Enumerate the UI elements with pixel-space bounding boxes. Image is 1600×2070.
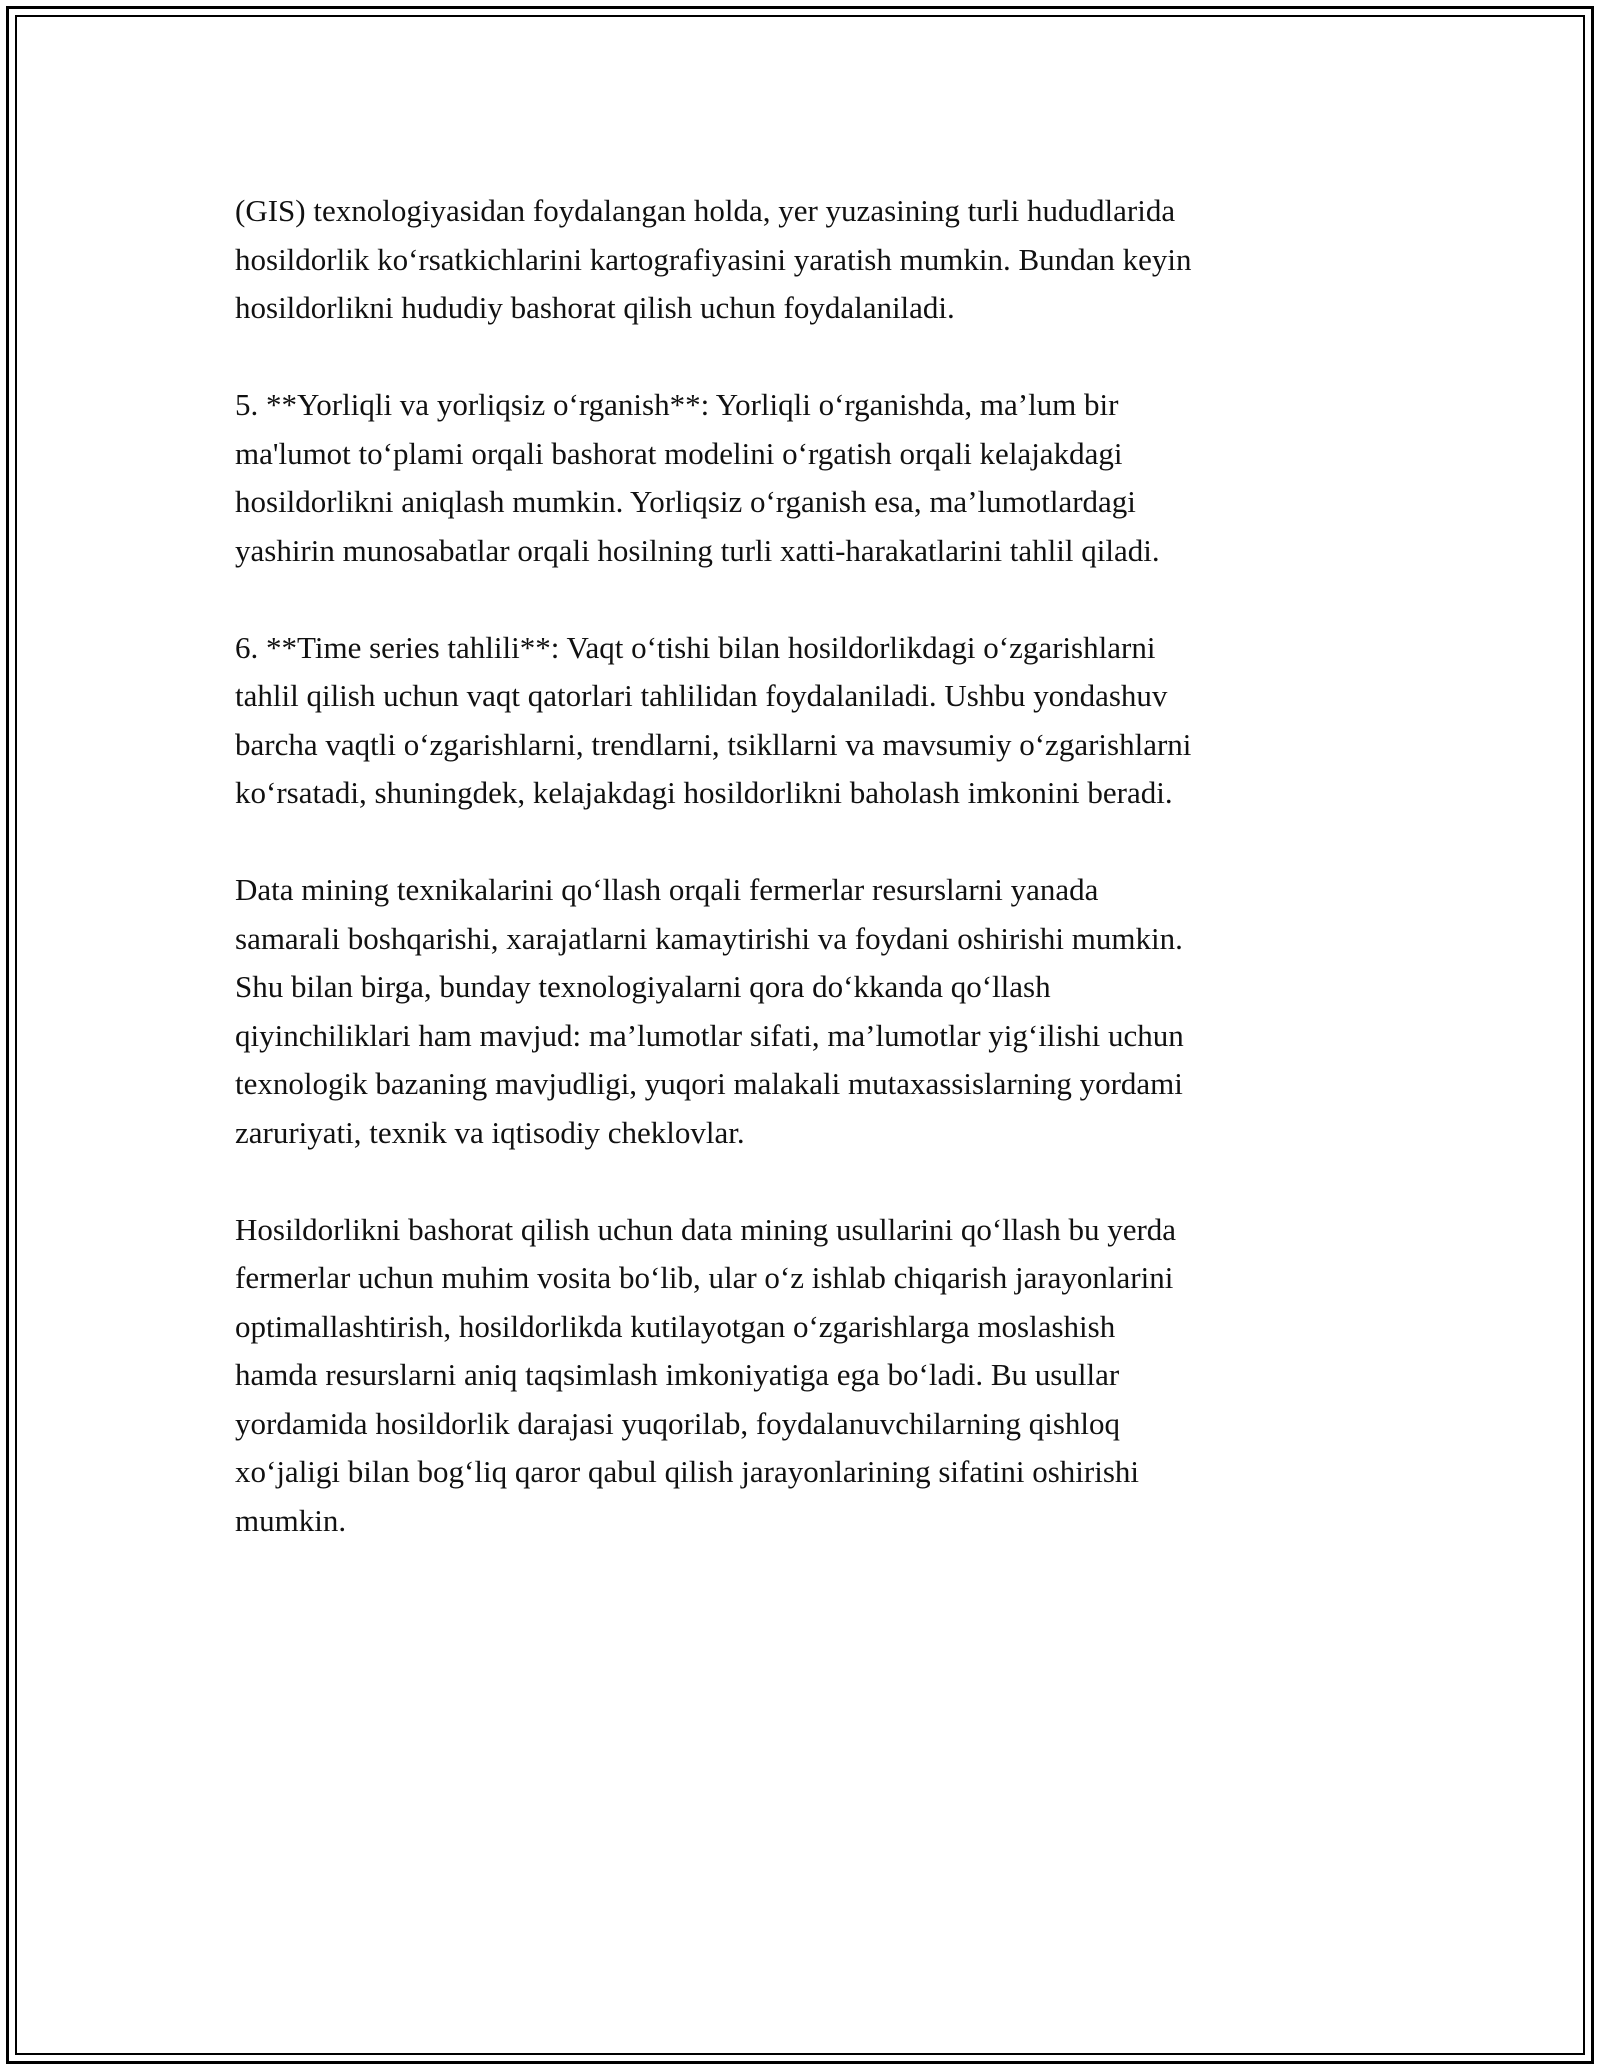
paragraph-conclusion: Hosildorlikni bashorat qilish uchun data mining usullarini qo‘llash bu yerda fermerlar uchun muhim vosita bo‘lib, ular o‘z ishlab chiqarish jarayonlarini optimallashtirish, hosildorlikda kutilayotgan o‘zgarishlarga moslashish hamda resurslarni aniq taqsimlash imkoniyatiga ega bo‘ladi. Bu usullar yordamida hosildorlik darajasi yuqorilab, foydalanuvchilarning qishloq xo‘jaligi bilan bog‘liq qaror qabul qilish jarayonlarining sifatini oshirishi mumkin. xyxy=(235,1211,1177,1538)
paragraph-gis: (GIS) texnologiyasidan foydalangan holda, yer yuzasining turli hududlarida hosildorlik ko‘rsatkichlarini kartografiyasini yaratish mumkin. Bundan keyin hosildorlikni hududiy bashorat qilish uchun foydalaniladi. xyxy=(235,193,1192,325)
paragraph-data-mining-benefits: Data mining texnikalarini qo‘llash orqali fermerlar resurslarni yanada samarali boshqarishi, xarajatlarni kamaytirishi va foydani oshirishi mumkin. Shu bilan birga, bunday texnologiyalarni qora do‘kkanda qo‘llash qiyinchiliklari ham mavjud: ma’lumotlar sifati, ma’lumotlar yig‘ilishi uchun texnologik bazaning mavjudligi, yuqori malakali mutaxassislarning yordami zaruriyati, texnik va iqtisodiy cheklovlar. xyxy=(235,872,1184,1150)
document-body xyxy=(235,187,1385,1594)
paragraph-supervised-learning: 5. **Yorliqli va yorliqsiz o‘rganish**: Yorliqli o‘rganishda, ma’lum bir ma'lumot to‘plami orqali bashorat modelini o‘rgatish orqali kelajakdagi hosildorlikni aniqlash mumkin. Yorliqsiz o‘rganish esa, ma’lumotlardagi yashirin munosabatlar orqali hosilning turli xatti-harakatlarini tahlil qiladi. xyxy=(235,387,1160,568)
paragraph-time-series: 6. **Time series tahlili**: Vaqt o‘tishi bilan hosildorlikdagi o‘zgarishlarni tahlil qilish uchun vaqt qatorlari tahlilidan foydalaniladi. Ushbu yondashuv barcha vaqtli o‘zgarishlarni, trendlarni, tsikllarni va mavsumiy o‘zgarishlarni ko‘rsatadi, shuningdek, kelajakdagi hosildorlikni baholash imkonini beradi. xyxy=(235,629,1192,810)
